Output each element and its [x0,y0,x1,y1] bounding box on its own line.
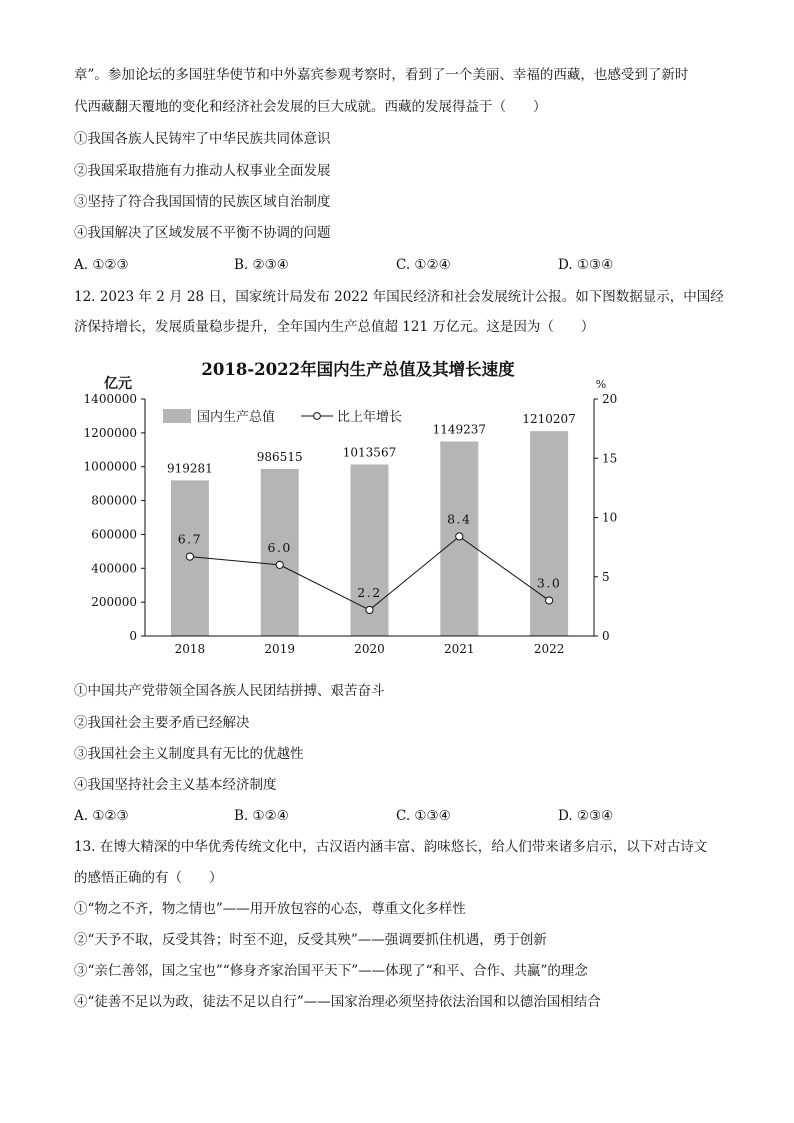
x-tick-label: 2022 [533,642,565,656]
q11-choice-b[interactable]: B. ②③④ [234,257,289,273]
legend-bar-label: 国内生产总值 [197,410,276,425]
left-axis-label: 亿元 [104,376,132,392]
growth-value-label: 2.2 [357,584,382,600]
gdp-chart [70,352,630,664]
right-tick-label: 15 [602,451,618,466]
q11-text-line-2: 代西藏翻天覆地的变化和经济社会发展的巨大成就。西藏的发展得益于（ ） [74,99,547,115]
q11-statement-3: ③坚持了符合我国国情的民族区域自治制度 [74,194,331,210]
q12-choice-b[interactable]: B. ①②④ [234,808,289,824]
x-tick-label: 2021 [444,642,475,656]
q11-choice-a[interactable]: A. ①②③ [74,257,129,273]
right-tick-label: 20 [602,392,618,406]
q13-statement-1: ①“物之不齐，物之情也”——用开放包容的心态，尊重文化多样性 [74,901,466,917]
left-tick-label: 0 [129,629,137,643]
q13-text-line-2: 的感悟正确的有（ ） [74,870,223,886]
growth-point-2019 [276,561,283,568]
left-tick-label: 400000 [91,561,137,576]
growth-value-label: 6.0 [267,539,292,555]
q11-statement-2: ②我国采取措施有力推动人权事业全面发展 [74,163,331,179]
q11-text-line-1: 章”。参加论坛的多国驻华使节和中外嘉宾参观考察时，看到了一个美丽、幸福的西藏，也感受到了新时 [74,67,689,83]
left-tick-label: 1200000 [83,425,137,440]
q12-choice-a[interactable]: A. ①②③ [74,808,129,824]
left-tick-label: 600000 [91,527,137,542]
x-tick-label: 2019 [264,642,295,656]
growth-point-2018 [186,553,193,560]
q13-statement-2: ②“天予不取，反受其咎；时至不迎，反受其殃”——强调要抓住机遇，勇于创新 [74,932,547,948]
q12-statement-1: ①中国共产党带领全国各族人民团结拼搏、艰苦奋斗 [74,683,385,699]
q12-choice-d[interactable]: D. ②③④ [558,808,614,824]
gdp-bar-2022 [530,431,568,636]
right-tick-label: 0 [602,629,610,643]
q11-statement-4: ④我国解决了区域发展不平衡不协调的问题 [74,225,331,241]
legend-line-marker [314,413,321,420]
growth-value-label: 3.0 [536,575,562,591]
growth-value-label: 8.4 [447,511,472,527]
growth-value-label: 6.7 [177,531,203,547]
q12-statement-2: ②我国社会主要矛盾已经解决 [74,715,250,731]
q12-statement-4: ④我国坚持社会主义基本经济制度 [74,777,277,793]
right-tick-label: 10 [602,510,618,525]
q12-text-line-1: 12. 2023 年 2 月 28 日，国家统计局发布 2022 年国民经济和社会发展统计公报。如下图数据显示，中国经 [74,289,724,305]
q13-statement-3: ③“亲仁善邻，国之宝也”“修身齐家治国平天下”——体现了“和平、合作、共赢”的理念 [74,963,588,979]
q13-statement-4: ④“徒善不足以为政，徒法不足以自行”——国家治理必须坚持依法治国和以德治国相结合 [74,994,601,1010]
gdp-value-label: 1149237 [432,422,487,437]
growth-point-2021 [456,533,463,540]
legend-bar-swatch [163,409,191,423]
x-tick-label: 2018 [174,642,206,656]
q12-choice-c[interactable]: C. ①③④ [396,808,451,824]
growth-point-2022 [546,597,553,604]
x-tick-label: 2020 [354,642,385,656]
q13-text-line-1: 13. 在博大精深的中华优秀传统文化中，古汉语内涵丰富、韵味悠长，给人们带来诸多启示，以下对古诗文 [74,839,708,855]
growth-point-2020 [366,606,373,613]
q11-statement-1: ①我国各族人民铸牢了中华民族共同体意识 [74,131,331,147]
right-tick-label: 5 [602,569,610,584]
gdp-value-label: 986515 [256,449,303,464]
gdp-value-label: 919281 [166,461,213,476]
q11-choice-c[interactable]: C. ①②④ [396,257,451,273]
legend-line-label: 比上年增长 [337,410,403,425]
q12-statement-3: ③我国社会主义制度具有无比的优越性 [74,746,304,762]
left-tick-label: 1000000 [83,459,137,474]
left-tick-label: 800000 [91,493,137,508]
right-axis-label: % [595,378,607,391]
q12-text-line-2: 济保持增长，发展质量稳步提升，全年国内生产总值超 121 万亿元。这是因为（ ） [74,319,595,335]
q11-choice-d[interactable]: D. ①③④ [558,257,614,273]
chart-title: 2018-2022年国内生产总值及其增长速度 [201,360,515,379]
plot-area [84,392,618,656]
left-tick-label: 200000 [91,595,137,610]
left-tick-label: 1400000 [83,392,137,406]
gdp-value-label: 1210207 [522,412,576,427]
gdp-value-label: 1013567 [342,445,397,460]
